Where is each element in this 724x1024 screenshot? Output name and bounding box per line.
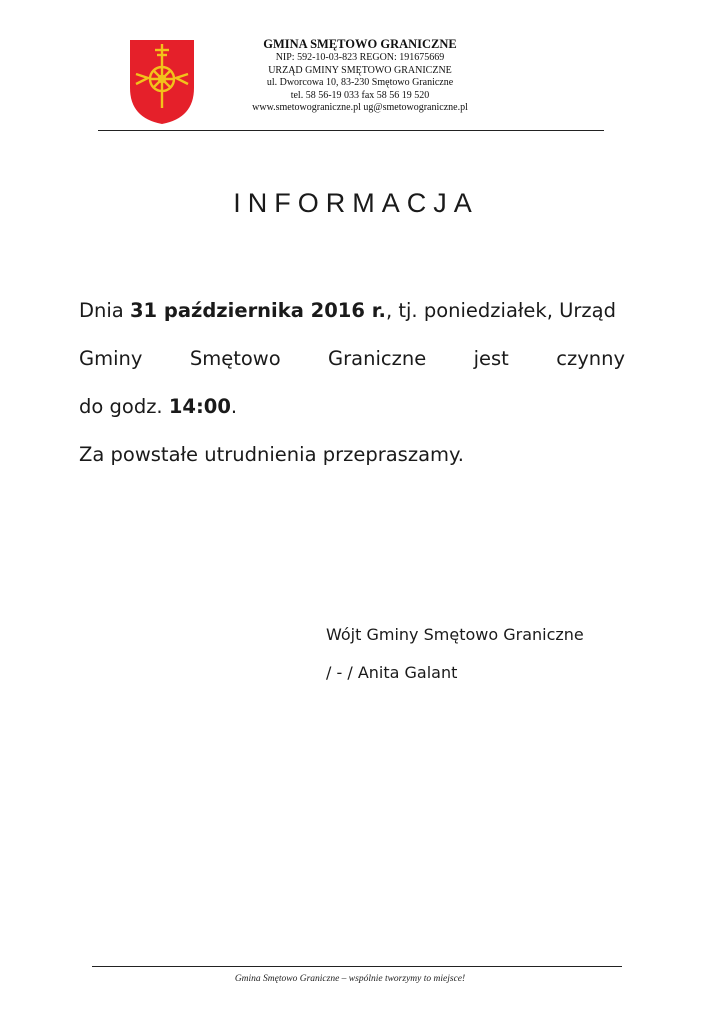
notice-date: 31 października 2016 r. [129, 299, 386, 322]
body-line-4: Za powstałe utrudnienia przepraszamy. [79, 443, 464, 466]
municipality-name: GMINA SMĘTOWO GRANICZNE [263, 37, 457, 51]
header-divider [98, 130, 604, 131]
nip-regon: NIP: 592-10-03-823 REGON: 191675669 [275, 52, 445, 63]
body-line-1: Dnia 31 października 2016 r., tj. poniedziałek, Urząd [79, 299, 616, 322]
closing-time: 14:00 [168, 395, 231, 418]
office-phone: tel. 58 56-19 033 fax 58 56 19 520 [290, 89, 430, 101]
office-address: ul. Dworcowa 10, 83-230 Smętowo Graniczne [266, 77, 454, 88]
notice-body [79, 293, 625, 485]
letterhead [232, 36, 488, 115]
municipal-crest-icon [128, 38, 196, 126]
office-web-email: www.smetowograniczne.pl ug@smetowograniczne.pl [252, 102, 468, 113]
body-line-3: do godz. 14:00. [79, 395, 238, 418]
signature-block [326, 620, 584, 696]
body-line-2: Gminy Smętowo Graniczne jest czynny [79, 347, 625, 370]
footer-divider [92, 966, 622, 967]
footer-motto: Gmina Smętowo Graniczne – wspólnie tworzymy to miejsce! [234, 974, 466, 984]
document-title: INFORMACJA [233, 188, 479, 218]
office-name: URZĄD GMINY SMĘTOWO GRANICZNE [268, 64, 452, 76]
signatory-name: / - / Anita Galant [326, 663, 458, 682]
signatory-role: Wójt Gminy Smętowo Graniczne [326, 625, 584, 644]
